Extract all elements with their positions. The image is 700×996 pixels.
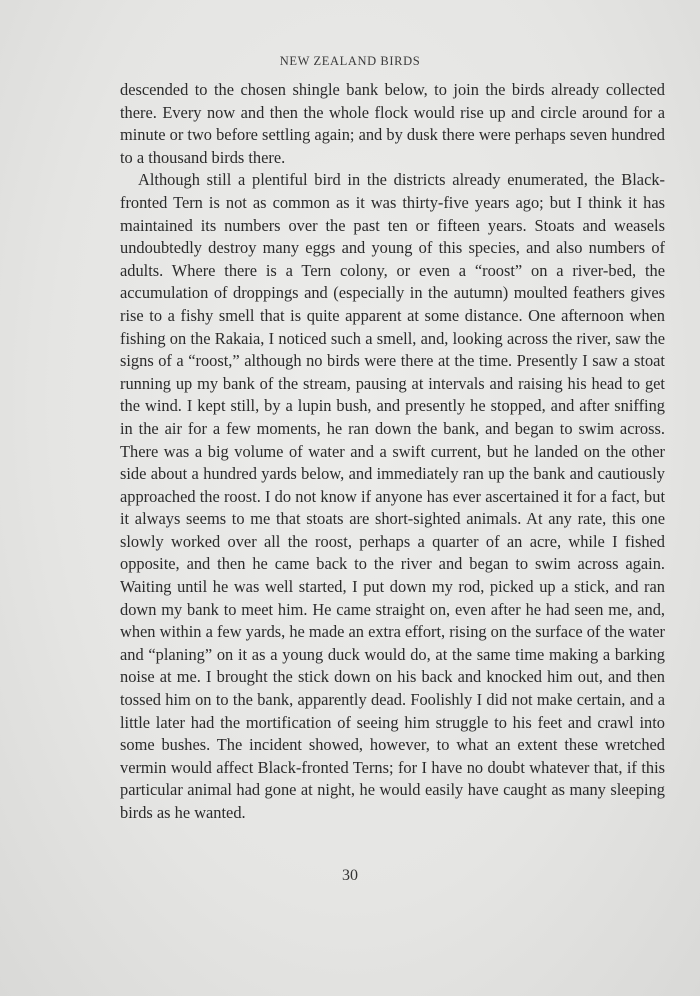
running-head: NEW ZEALAND BIRDS [279,54,421,68]
body-text [120,79,665,825]
paragraph-black-fronted-tern: Although still a plentiful bird in the districts already enumerated, the Black-fronted Tern is not as common as it was thirty-five years ago; but I think it has maintained its numbers over the past ten or fifteen years. Stoats and weasels undoubtedly destroy many eggs and young of this species, and also numbers of adults. Where there is a Tern colony, or even a “roost” on a river-bed, the accumulation of droppings and (especially in the autumn) moulted feathers gives rise to a fishy smell that is quite apparent at some distance. One afternoon when fishing on the Rakaia, I noticed such a smell, and, looking across the river, saw the signs of a “roost,” although no birds were there at the time. Presently I saw a stoat running up my bank of the stream, pausing at intervals and raising his head to get the wind. I kept still, by a lupin bush, and presently he stopped, and after sniffing in the air for a few moments, he ran down the bank, and began to swim across. There was a big volume of water and a swift current, but he landed on the other side about a hundred yards below, and immediately ran up the bank and cautiously approached the roost. I do not know if anyone has ever ascertained it for a fact, but it always seems to me that stoats are short-sighted animals. At any rate, this one slowly worked over all the roost, perhaps a quarter of an acre, while I fished opposite, and then he came back to the river and began to swim across again. Waiting until he was well started, I put down my rod, picked up a stick, and ran down my bank to meet him. He came straight on, even after he had seen me, and, when within a few yards, he made an extra effort, rising on the surface of the water and “planing” on it as a young duck would do, at the same time making a barking noise at me. I brought the stick down on his back and knocked him out, and then tossed him on to the bank, apparently dead. Foolishly I did not make certain, and a little later had the mortification of seeing him struggle to his feet and crawl into some bushes. The incident showed, however, to what an extent these wretched vermin would affect Black-fronted Terns; for I have no doubt whatever that, if this particular animal had gone at night, he would easily have caught as many sleeping birds as he wanted. [120,170,665,822]
paragraph-continued: descended to the chosen shingle bank below, to join the birds already collected there. Every now and then the whole flock would rise up and circle around for a minute or two before settling again; and by dusk there were perhaps seven hundred to a thousand birds there. [120,80,665,167]
page-number: 30 [342,867,358,884]
